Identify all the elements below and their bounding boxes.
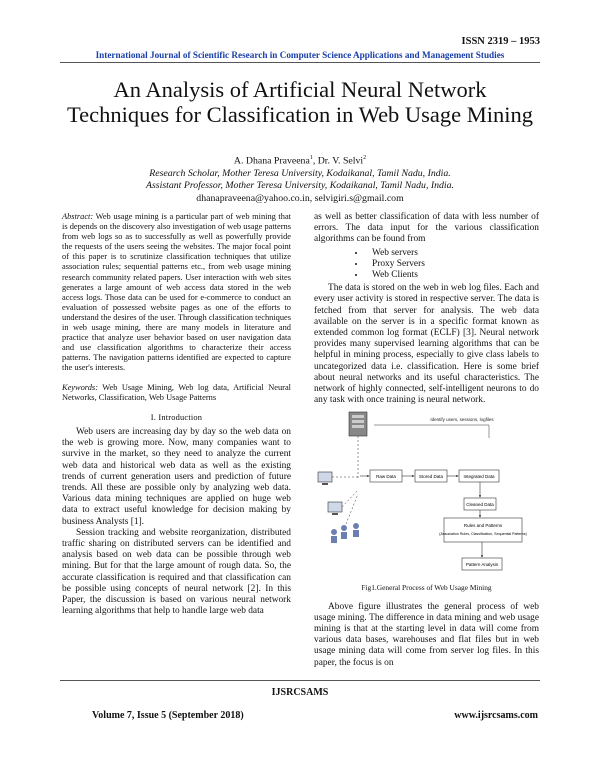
list-item: • Web servers bbox=[366, 248, 539, 259]
diagram-top-label: Identify users, sessions, logfiles bbox=[430, 417, 494, 423]
abstract-label: Abstract: bbox=[62, 212, 94, 221]
integrated-data-box bbox=[459, 470, 499, 482]
raw-data-box bbox=[370, 470, 402, 482]
rules-patterns-box bbox=[439, 518, 527, 542]
intro-paragraph-2: Session tracking and website reorganization, distributed traffic sharing on distributed servers can be identified and analysis based on web data can be possible through web mining. But for that the large amount of rough data. So, the accurate classification is required and that classification can be possible using concepts of neural network [2]. In this Paper, the discussion is based on various neural network learning algorithms that help to handle large web data bbox=[62, 527, 291, 617]
abstract-text: Web usage mining is a particular part of web mining that is depends on the discovery also investigation of web usage patterns from web logs so as to successfully as well as powerfully provide the requests of the users seeing the websites. The major focal point of this paper is to scrutinize classification techniques that utilize association rules; sequential patterns etc., from web usage mining research community related papers. User interaction with web sites generates a large amount of web access data stored in the web access logs. Those data can be used for e-commerce to conduct an evaluation of possessed website pages as one of the efforts to understand the desires of the user. Through classification techniques in web usage mining, there are many models in literature and practice that analyze user behavior based on user navigation data and use classification algorithms to characterize their access patterns. The navigation patterns identified are expected to capture the user's interests. bbox=[62, 212, 291, 373]
data-source-list bbox=[366, 248, 539, 282]
list-item: • Web Clients bbox=[366, 270, 539, 281]
users-icon bbox=[331, 523, 359, 543]
keywords bbox=[62, 383, 291, 403]
server-icon bbox=[349, 412, 367, 436]
intro-paragraph-1: Web users are increasing day by day so the web data on the web is growing more. Now, many companies want to survive in the market, so they need to analyze the current web data and historical web data as well as the existing trends of current generation users and prediction of future trends. All these are possible only by analyzing web data. Various data mining techniques are applied on huge web data to extract useful knowledge for decision making by business Analysts [1]. bbox=[62, 426, 291, 527]
pattern-analysis-box bbox=[462, 558, 502, 570]
section-heading-introduction: I. Introduction bbox=[150, 412, 203, 422]
figure-caption: Fig1.General Process of Web Usage Mining bbox=[361, 583, 492, 593]
svg-text:Stored Data: Stored Data bbox=[418, 474, 444, 480]
authors: A. Dhana Praveena$^1$, Dr. V. Selvi$^2$ bbox=[233, 155, 367, 167]
emails: dhanapraveena@yahoo.co.in, selvigiri.s@gmail.com bbox=[196, 192, 404, 204]
client-computer-icon bbox=[328, 502, 342, 515]
svg-text:Pattern Analysis: Pattern Analysis bbox=[465, 562, 499, 568]
issn-number: ISSN 2319 – 1953 bbox=[461, 36, 540, 47]
process-figure bbox=[314, 410, 539, 578]
process-diagram bbox=[314, 410, 539, 578]
cleaned-data-box bbox=[464, 498, 496, 510]
journal-name: International Journal of Scientific Research in Computer Science Applications and Management Studies bbox=[95, 50, 505, 60]
abstract bbox=[62, 212, 291, 374]
right-paragraph-1: as well as better classification of data with less number of errors. The data input for the various classification algorithms can be found from bbox=[314, 212, 539, 245]
footer-rule bbox=[60, 680, 540, 681]
svg-text:Integrated Data: Integrated Data bbox=[463, 474, 495, 480]
author-block bbox=[60, 152, 540, 205]
footer-journal-code: IJSRCSAMS bbox=[271, 687, 329, 698]
right-column bbox=[314, 212, 539, 669]
header-rule bbox=[60, 62, 540, 63]
svg-text:Rules and Patterns: Rules and Patterns bbox=[463, 523, 503, 529]
left-column bbox=[62, 212, 291, 617]
paper-title: An Analysis of Artificial Neural Network Techniques for Classification in Web Usage Mining bbox=[66, 77, 534, 127]
right-paragraph-2: The data is stored on the web in web log files. Each and every user activity is stored in respective server. The data is fetched from that server for analysis. The web data available on the server is in a specific format known as extended common log format (ECLF) [3]. Neural network provides many supervised learning algorithms that can be helpful in mining process, especially to give class labels to uncategorized data i.e. classification. Here is some brief about neural networks and its useful characteristics. The network of highly connected, self-intelligent neurons to do any task with once training is neural network. bbox=[314, 283, 539, 406]
stored-data-box bbox=[415, 470, 447, 482]
right-paragraph-3: Above figure illustrates the general process of web usage mining. The difference in data mining and web usage mining is that at the starting level in data will come from various data bases, warehouses and flat files but in web usage mining data will come from server log files. In this paper, the focus is on bbox=[314, 601, 539, 668]
affiliation-2: Assistant Professor, Mother Teresa University, Kodaikanal, Tamil Nadu, India. bbox=[146, 180, 454, 192]
footer-website: www.ijsrcsams.com bbox=[454, 710, 538, 721]
client-computer-icon bbox=[318, 472, 332, 485]
footer-volume: Volume 7, Issue 5 (September 2018) bbox=[92, 710, 244, 721]
svg-text:Cleaned Data: Cleaned Data bbox=[466, 502, 494, 508]
keywords-text: Web Usage Mining, Web log data, Artificial Neural Networks, Classification, Web Usage Patterns bbox=[62, 382, 291, 402]
svg-text:Raw Data: Raw Data bbox=[376, 474, 396, 480]
keywords-label: Keywords: bbox=[62, 382, 98, 392]
affiliation-1: Research Scholar, Mother Teresa University, Kodaikanal, Tamil Nadu, India. bbox=[149, 167, 451, 179]
list-item: • Proxy Servers bbox=[366, 259, 539, 270]
svg-text:(Association Rules, Classifica: (Association Rules, Classification, Sequential Patterns) bbox=[439, 532, 527, 537]
